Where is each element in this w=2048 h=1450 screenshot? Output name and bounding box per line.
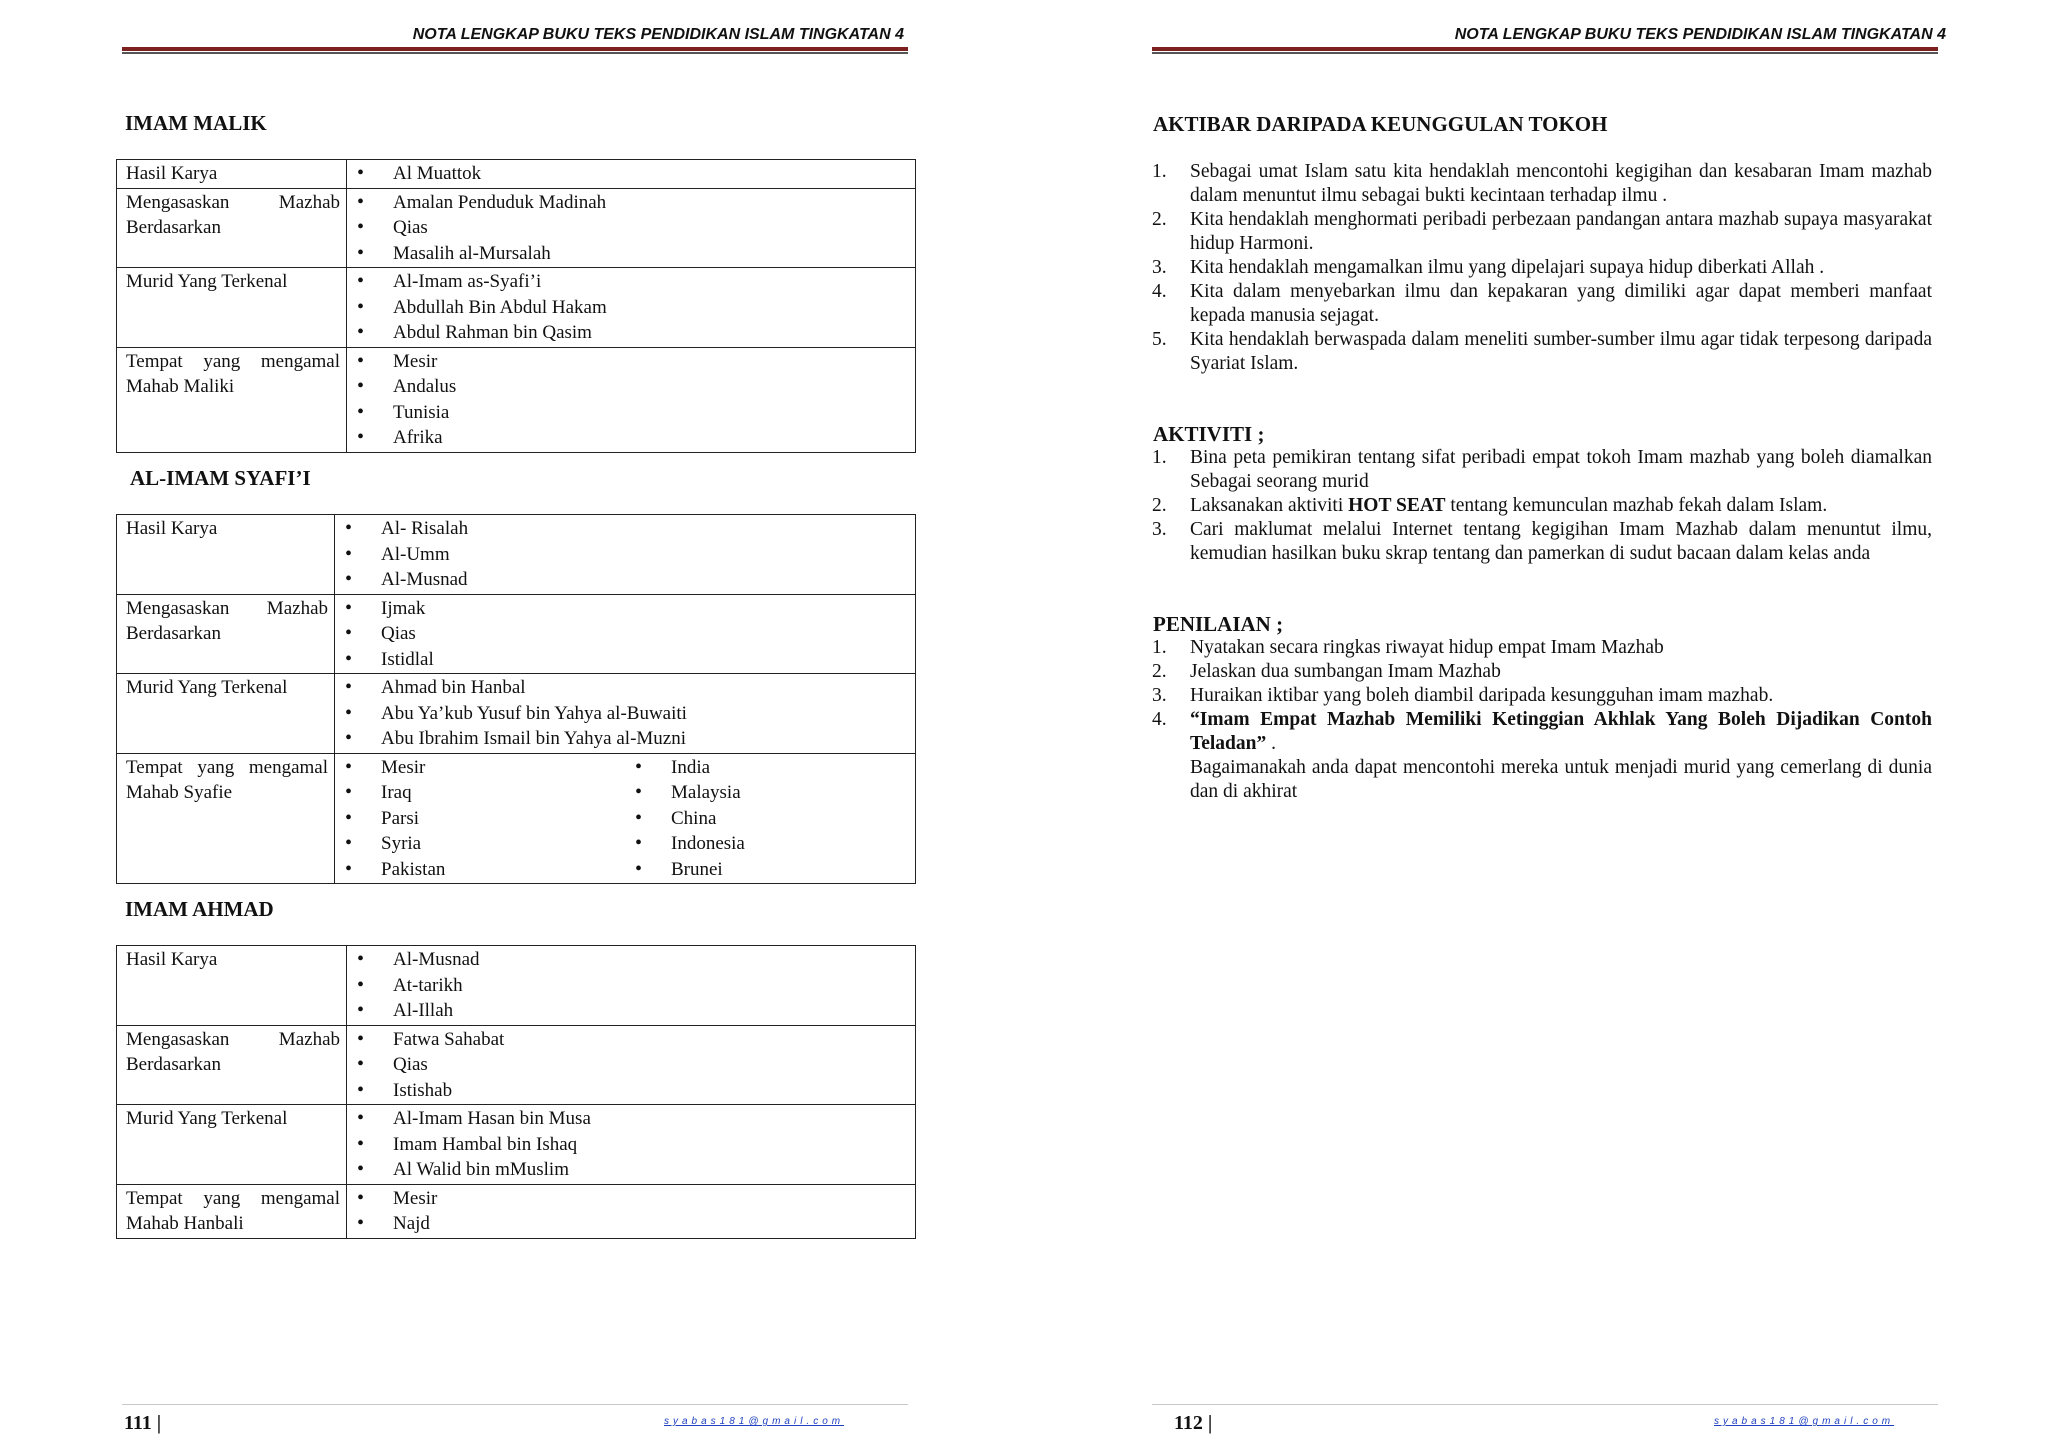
list-item: • Ahmad bin Hanbal bbox=[335, 675, 915, 701]
row-label bbox=[117, 1025, 347, 1105]
imam-ahmad-table bbox=[116, 945, 916, 1239]
list-item: • At-tarikh bbox=[347, 973, 915, 999]
list-item: • Najd bbox=[347, 1211, 915, 1237]
list-item: • Al- Risalah bbox=[335, 516, 915, 542]
numbered-item bbox=[1152, 256, 1932, 280]
item-number: 4. bbox=[1152, 709, 1167, 730]
page-number: 111 | bbox=[124, 1412, 162, 1434]
section-heading-aktibar: AKTIBAR DARIPADA KEUNGGULAN TOKOH bbox=[1153, 112, 1608, 136]
row-label bbox=[117, 1105, 347, 1185]
two-column-list bbox=[335, 755, 915, 883]
item-number: 5. bbox=[1152, 329, 1167, 350]
row-content bbox=[347, 160, 916, 189]
numbered-item bbox=[1152, 446, 1932, 494]
item-text: . bbox=[1266, 733, 1276, 754]
row-label-text: Tempat yang mengamal bbox=[126, 350, 340, 372]
list-item: • Parsi bbox=[335, 806, 625, 832]
numbered-item bbox=[1152, 660, 1932, 684]
list-item: • Brunei bbox=[625, 857, 915, 883]
item-number: 2. bbox=[1152, 495, 1167, 516]
row-label bbox=[117, 674, 335, 754]
list-item: • Ijmak bbox=[335, 596, 915, 622]
row-label bbox=[117, 268, 347, 348]
row-label bbox=[117, 753, 335, 884]
row-label bbox=[117, 594, 335, 674]
list-item: • Al-Musnad bbox=[335, 567, 915, 593]
row-label-text: Tempat yang mengamal bbox=[126, 756, 328, 778]
bullet-list bbox=[347, 161, 915, 187]
row-label bbox=[117, 160, 347, 189]
list-item: • Mesir bbox=[347, 1186, 915, 1212]
item-text: Huraikan iktibar yang boleh diambil daripada kesungguhan imam mazhab. bbox=[1190, 685, 1774, 706]
row-label bbox=[117, 946, 347, 1026]
item-text: tentang kemunculan mazhab fekah dalam Islam. bbox=[1445, 495, 1828, 516]
table-row bbox=[117, 1184, 916, 1238]
table-row bbox=[117, 188, 916, 268]
penilaian-list bbox=[1152, 636, 1932, 804]
list-item: • Al-Imam Hasan bin Musa bbox=[347, 1106, 915, 1132]
numbered-item bbox=[1152, 708, 1932, 804]
item-text: Laksanakan aktiviti bbox=[1190, 495, 1349, 516]
list-item: • Qias bbox=[347, 1052, 915, 1078]
table-row bbox=[117, 160, 916, 189]
list-item: • Al-Imam as-Syafi’i bbox=[347, 269, 915, 295]
numbered-item bbox=[1152, 518, 1932, 566]
row-label-text: Hasil Karya bbox=[126, 949, 218, 970]
row-label-text: Mahab Maliki bbox=[126, 376, 235, 397]
row-content bbox=[347, 188, 916, 268]
list-item: • Mesir bbox=[335, 755, 625, 781]
list-item: • Fatwa Sahabat bbox=[347, 1027, 915, 1053]
section-heading-imam-syafii: AL-IMAM SYAFI’I bbox=[130, 466, 311, 490]
table-row bbox=[117, 946, 916, 1026]
aktibar-list bbox=[1152, 160, 1932, 376]
item-text: Kita hendaklah menghormati peribadi perbezaan pandangan antara mazhab supaya masyarakat hidup Harmoni. bbox=[1190, 209, 1932, 254]
list-item: • Abu Ibrahim Ismail bin Yahya al-Muzni bbox=[335, 726, 915, 752]
section-heading-penilaian: PENILAIAN ; bbox=[1153, 612, 1284, 636]
row-label-text: Mahab Hanbali bbox=[126, 1213, 244, 1234]
imam-syafii-table bbox=[116, 514, 916, 884]
numbered-item bbox=[1152, 160, 1932, 208]
bullet-list bbox=[347, 190, 915, 267]
list-item: • Abu Ya’kub Yusuf bin Yahya al-Buwaiti bbox=[335, 701, 915, 727]
item-bold-text: “Imam Empat Mazhab Memiliki Ketinggian Akhlak Yang Boleh Dijadikan Contoh Teladan” bbox=[1190, 709, 1932, 754]
list-item: • Istishab bbox=[347, 1078, 915, 1104]
section-heading-aktiviti: AKTIVITI ; bbox=[1153, 422, 1265, 446]
bullet-list bbox=[347, 349, 915, 451]
footer-rule bbox=[122, 1404, 908, 1405]
email-link[interactable]: syabas181@gmail.com bbox=[1714, 1416, 1895, 1427]
row-label-text: Murid Yang Terkenal bbox=[126, 271, 288, 292]
right-page bbox=[1024, 0, 2048, 1450]
row-content bbox=[347, 268, 916, 348]
item-number: 3. bbox=[1152, 685, 1167, 706]
row-label-text: Mahab Syafie bbox=[126, 782, 233, 803]
list-item: • Abdullah Bin Abdul Hakam bbox=[347, 295, 915, 321]
page-number: 112 | bbox=[1174, 1412, 1213, 1434]
list-item: • Amalan Penduduk Madinah bbox=[347, 190, 915, 216]
section-heading-imam-ahmad: IMAM AHMAD bbox=[125, 897, 274, 921]
item-number: 3. bbox=[1152, 257, 1167, 278]
imam-malik-table bbox=[116, 159, 916, 453]
numbered-item bbox=[1152, 636, 1932, 660]
item-number: 3. bbox=[1152, 519, 1167, 540]
numbered-item bbox=[1152, 328, 1932, 376]
item-number: 2. bbox=[1152, 661, 1167, 682]
header-title: NOTA LENGKAP BUKU TEKS PENDIDIKAN ISLAM TINGKATAN 4 bbox=[1454, 26, 1946, 43]
list-item: • Masalih al-Mursalah bbox=[347, 241, 915, 267]
row-content bbox=[347, 946, 916, 1026]
list-item: • Tunisia bbox=[347, 400, 915, 426]
email-link[interactable]: syabas181@gmail.com bbox=[664, 1416, 845, 1427]
list-item: • Syria bbox=[335, 831, 625, 857]
bullet-list bbox=[335, 755, 625, 883]
row-label-text: Mengasaskan Mazhab bbox=[126, 1028, 340, 1050]
item-paragraph: Bagaimanakah anda dapat mencontohi mereka untuk menjadi murid yang cemerlang di dunia dan di akhirat bbox=[1190, 757, 1932, 802]
list-item: • Qias bbox=[335, 621, 915, 647]
bullet-list bbox=[335, 516, 915, 593]
row-label-text: Mengasaskan Mazhab bbox=[126, 191, 340, 213]
item-text: Cari maklumat melalui Internet tentang kegigihan Imam Mazhab dalam menuntut ilmu, kemudian hasilkan buku skrap tentang dan pamerkan di sudut bacaan dalam kelas anda bbox=[1190, 519, 1932, 564]
header-rule bbox=[122, 47, 908, 54]
row-content bbox=[335, 594, 916, 674]
bullet-list bbox=[347, 1186, 915, 1237]
bullet-list bbox=[625, 755, 915, 883]
row-content bbox=[335, 753, 916, 884]
item-number: 1. bbox=[1152, 161, 1167, 182]
numbered-item bbox=[1152, 684, 1932, 708]
list-item: • Abdul Rahman bin Qasim bbox=[347, 320, 915, 346]
bullet-list bbox=[335, 596, 915, 673]
list-item: • Imam Hambal bin Ishaq bbox=[347, 1132, 915, 1158]
header-rule bbox=[1152, 47, 1938, 54]
item-text: Nyatakan secara ringkas riwayat hidup empat Imam Mazhab bbox=[1190, 637, 1664, 658]
item-number: 1. bbox=[1152, 447, 1167, 468]
bullet-list bbox=[347, 947, 915, 1024]
row-label-text: Tempat yang mengamal bbox=[126, 1187, 340, 1209]
numbered-item bbox=[1152, 494, 1932, 518]
bullet-list bbox=[347, 269, 915, 346]
table-row bbox=[117, 1025, 916, 1105]
row-content bbox=[347, 1025, 916, 1105]
row-label-text: Berdasarkan bbox=[126, 1054, 221, 1075]
row-label-text: Hasil Karya bbox=[126, 163, 218, 184]
list-item: • Mesir bbox=[347, 349, 915, 375]
bullet-list bbox=[347, 1106, 915, 1183]
row-content bbox=[335, 515, 916, 595]
item-bold-text: HOT SEAT bbox=[1348, 495, 1446, 516]
list-item: • Pakistan bbox=[335, 857, 625, 883]
numbered-item bbox=[1152, 280, 1932, 328]
row-content bbox=[347, 1105, 916, 1185]
row-content bbox=[335, 674, 916, 754]
item-text: Kita hendaklah berwaspada dalam meneliti sumber-sumber ilmu agar tidak terpesong daripada Syariat Islam. bbox=[1190, 329, 1932, 374]
aktiviti-list bbox=[1152, 446, 1932, 566]
row-label-text: Berdasarkan bbox=[126, 217, 221, 238]
row-label-text: Hasil Karya bbox=[126, 518, 218, 539]
item-text: Bina peta pemikiran tentang sifat peribadi empat tokoh Imam mazhab yang boleh diamalkan Sebagai seorang murid bbox=[1190, 447, 1932, 492]
row-label bbox=[117, 1184, 347, 1238]
table-row bbox=[117, 594, 916, 674]
list-item: • Al-Illah bbox=[347, 998, 915, 1024]
list-item: • Afrika bbox=[347, 425, 915, 451]
item-number: 1. bbox=[1152, 637, 1167, 658]
item-text: Kita hendaklah mengamalkan ilmu yang dipelajari supaya hidup diberkati Allah . bbox=[1190, 257, 1825, 278]
list-item: • Istidlal bbox=[335, 647, 915, 673]
list-item: • Indonesia bbox=[625, 831, 915, 857]
row-label-text: Murid Yang Terkenal bbox=[126, 677, 288, 698]
list-item: • India bbox=[625, 755, 915, 781]
row-label bbox=[117, 515, 335, 595]
list-item: • Al Walid bin mMuslim bbox=[347, 1157, 915, 1183]
section-heading-imam-malik: IMAM MALIK bbox=[125, 111, 267, 135]
row-label-text: Murid Yang Terkenal bbox=[126, 1108, 288, 1129]
table-row bbox=[117, 515, 916, 595]
list-item: • Al-Umm bbox=[335, 542, 915, 568]
table-row bbox=[117, 1105, 916, 1185]
list-item: • China bbox=[625, 806, 915, 832]
item-number: 4. bbox=[1152, 281, 1167, 302]
numbered-item bbox=[1152, 208, 1932, 256]
row-label bbox=[117, 188, 347, 268]
table-row bbox=[117, 753, 916, 884]
list-item: • Malaysia bbox=[625, 780, 915, 806]
list-item: • Al Muattok bbox=[347, 161, 915, 187]
row-content bbox=[347, 1184, 916, 1238]
list-item: • Andalus bbox=[347, 374, 915, 400]
row-label bbox=[117, 347, 347, 452]
item-text: Jelaskan dua sumbangan Imam Mazhab bbox=[1190, 661, 1501, 682]
row-label-text: Mengasaskan Mazhab bbox=[126, 597, 328, 619]
footer-rule bbox=[1152, 1404, 1938, 1405]
list-item: • Iraq bbox=[335, 780, 625, 806]
list-item: • Al-Musnad bbox=[347, 947, 915, 973]
bullet-list bbox=[335, 675, 915, 752]
list-item: • Qias bbox=[347, 215, 915, 241]
item-text: Kita dalam menyebarkan ilmu dan kepakaran yang dimiliki agar dapat memberi manfaat kepada manusia sejagat. bbox=[1190, 281, 1932, 326]
table-row bbox=[117, 674, 916, 754]
table-row bbox=[117, 347, 916, 452]
row-content bbox=[347, 347, 916, 452]
header-title: NOTA LENGKAP BUKU TEKS PENDIDIKAN ISLAM TINGKATAN 4 bbox=[412, 26, 904, 43]
item-number: 2. bbox=[1152, 209, 1167, 230]
row-label-text: Berdasarkan bbox=[126, 623, 221, 644]
table-row bbox=[117, 268, 916, 348]
bullet-list bbox=[347, 1027, 915, 1104]
item-text: Sebagai umat Islam satu kita hendaklah mencontohi kegigihan dan kesabaran Imam mazhab dalam menuntut ilmu sebagai bukti kecintaan terhadap ilmu . bbox=[1190, 161, 1932, 206]
